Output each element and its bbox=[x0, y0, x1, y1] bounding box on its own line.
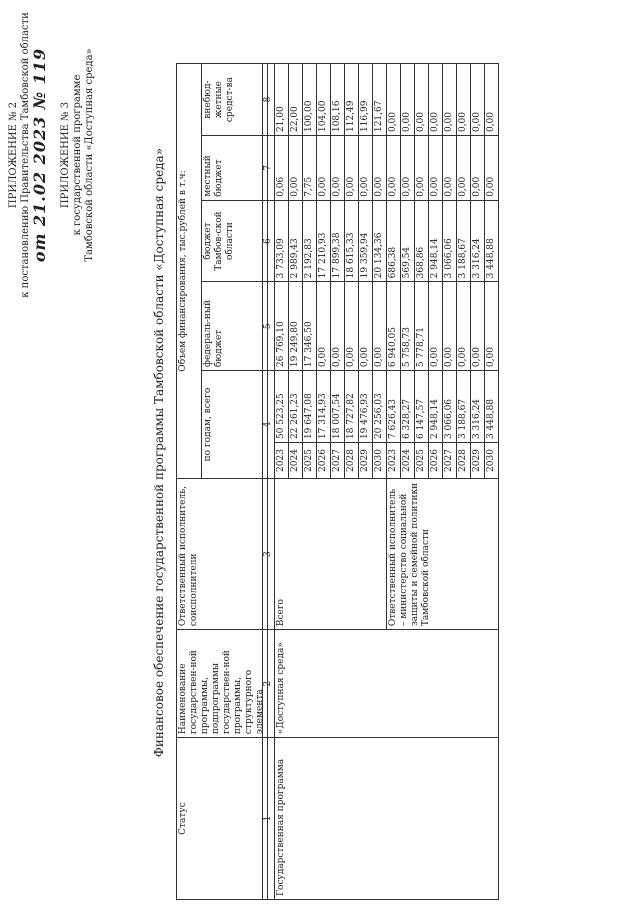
col-num-4: 4 bbox=[263, 371, 275, 479]
cell-federal: 0,00 bbox=[345, 282, 359, 371]
cell-total: 50 523,25 bbox=[275, 371, 289, 443]
cell-year: 2025 bbox=[303, 443, 317, 479]
cell-regional: 3 448,88 bbox=[485, 200, 499, 282]
cell-regional: 17 899,38 bbox=[331, 200, 345, 282]
cell-extra: 21,00 bbox=[275, 64, 289, 136]
cell-year: 2028 bbox=[345, 443, 359, 479]
cell-total: 3 066,06 bbox=[443, 371, 457, 443]
program-name: Тамбовской области «Доступная среда» bbox=[84, 48, 95, 262]
cell-year: 2030 bbox=[373, 443, 387, 479]
col-num-5: 5 bbox=[263, 282, 275, 371]
cell-local: 0,00 bbox=[345, 136, 359, 201]
cell-federal: 5 758,73 bbox=[401, 282, 415, 371]
cell-regional: 2 948,14 bbox=[429, 200, 443, 282]
cell-extra: 0,00 bbox=[429, 64, 443, 136]
financing-table bbox=[176, 63, 268, 900]
cell-federal: 0,00 bbox=[429, 282, 443, 371]
cell-regional: 3 188,67 bbox=[457, 200, 471, 282]
cell-regional: 2 192,83 bbox=[303, 200, 317, 282]
cell-local: 0,00 bbox=[359, 136, 373, 201]
cell-federal: 0,00 bbox=[317, 282, 331, 371]
col-num-1: 1 bbox=[263, 738, 275, 900]
cell-total: 3 316,24 bbox=[471, 371, 485, 443]
cell-extra: 0,00 bbox=[471, 64, 485, 136]
cell-federal: 0,00 bbox=[485, 282, 499, 371]
cell-local: 0,00 bbox=[457, 136, 471, 201]
cell-local: 0,00 bbox=[401, 136, 415, 201]
cell-total: 18 727,82 bbox=[345, 371, 359, 443]
cell-total: 19 647,08 bbox=[303, 371, 317, 443]
cell-extra: 0,00 bbox=[415, 64, 429, 136]
col-num-3: 3 bbox=[263, 479, 275, 630]
cell-federal: 19 249,80 bbox=[289, 282, 303, 371]
cell-year: 2029 bbox=[471, 443, 485, 479]
cell-year: 2027 bbox=[331, 443, 345, 479]
column-number-row bbox=[263, 64, 275, 900]
cell-local: 0,00 bbox=[471, 136, 485, 201]
resolution-reference: к постановлению Правительства Тамбовской области bbox=[20, 12, 31, 298]
cell-regional: 20 134,36 bbox=[373, 200, 387, 282]
cell-regional: 368,86 bbox=[415, 200, 429, 282]
cell-extra: 0,00 bbox=[457, 64, 471, 136]
cell-extra: 112,49 bbox=[345, 64, 359, 136]
cell-total: 22 261,23 bbox=[289, 371, 303, 443]
col-num-8: 8 bbox=[263, 64, 275, 136]
cell-regional: 3 316,24 bbox=[471, 200, 485, 282]
cell-extra: 104,00 bbox=[317, 64, 331, 136]
cell-extra: 108,16 bbox=[331, 64, 345, 136]
cell-local: 0,06 bbox=[275, 136, 289, 201]
cell-extra: 0,00 bbox=[387, 64, 401, 136]
cell-year: 2024 bbox=[289, 443, 303, 479]
appendix-2-label: ПРИЛОЖЕНИЕ № 2 bbox=[8, 101, 19, 209]
cell-year: 2028 bbox=[457, 443, 471, 479]
document-title: Финансовое обеспечение государственной программы Тамбовской области «Доступная среда» bbox=[152, 147, 166, 758]
cell-local: 7,75 bbox=[303, 136, 317, 201]
cell-total: 19 476,93 bbox=[359, 371, 373, 443]
cell-regional: 2 989,43 bbox=[289, 200, 303, 282]
executor-total-cell: Всего bbox=[275, 479, 387, 630]
cell-local: 0,00 bbox=[289, 136, 303, 201]
cell-local: 0,00 bbox=[485, 136, 499, 201]
cell-regional: 3 733,09 bbox=[275, 200, 289, 282]
cell-federal: 0,00 bbox=[443, 282, 457, 371]
header-local: местный бюджет bbox=[202, 136, 268, 201]
cell-extra: 116,99 bbox=[359, 64, 373, 136]
cell-regional: 17 210,93 bbox=[317, 200, 331, 282]
cell-federal: 0,00 bbox=[471, 282, 485, 371]
executor-ministry-cell: Ответственный исполнитель – министерство социальной защиты и семейной политики Тамбовской области bbox=[387, 479, 499, 630]
handwritten-date-signature: от 21.02 2023 № 119 bbox=[30, 47, 49, 263]
col-num-7: 7 bbox=[263, 136, 275, 201]
program-reference: к государственной программе bbox=[72, 74, 83, 236]
cell-regional: 18 615,33 bbox=[345, 200, 359, 282]
cell-local: 0,00 bbox=[331, 136, 345, 201]
cell-extra: 0,00 bbox=[401, 64, 415, 136]
cell-federal: 0,00 bbox=[359, 282, 373, 371]
cell-total: 3 188,67 bbox=[457, 371, 471, 443]
table-row bbox=[275, 64, 289, 900]
cell-local: 0,00 bbox=[443, 136, 457, 201]
cell-federal: 0,00 bbox=[373, 282, 387, 371]
program-name-cell: «Доступная среда» bbox=[275, 630, 499, 738]
header-extra: внебюд-жетные средст-ва bbox=[202, 64, 268, 136]
cell-total: 2 948,14 bbox=[429, 371, 443, 443]
cell-year: 2029 bbox=[359, 443, 373, 479]
header-regional: бюджет Тамбов-ской области bbox=[202, 200, 268, 282]
cell-extra: 0,00 bbox=[485, 64, 499, 136]
cell-year: 2026 bbox=[317, 443, 331, 479]
header-status: Статус bbox=[177, 738, 268, 900]
header-by-years: по годам, всего bbox=[202, 371, 268, 479]
status-cell: Государственная программа bbox=[275, 738, 499, 900]
cell-total: 3 448,88 bbox=[485, 371, 499, 443]
cell-local: 0,00 bbox=[387, 136, 401, 201]
header-volume: Объем финансирования, тыс.рублей в т.ч: bbox=[177, 64, 202, 479]
cell-local: 0,00 bbox=[373, 136, 387, 201]
cell-federal: 0,00 bbox=[331, 282, 345, 371]
cell-regional: 686,38 bbox=[387, 200, 401, 282]
cell-regional: 19 359,94 bbox=[359, 200, 373, 282]
cell-total: 20 256,03 bbox=[373, 371, 387, 443]
cell-local: 0,00 bbox=[317, 136, 331, 201]
cell-total: 6 328,27 bbox=[401, 371, 415, 443]
cell-year: 2030 bbox=[485, 443, 499, 479]
cell-federal: 6 940,05 bbox=[387, 282, 401, 371]
appendix-3-label: ПРИЛОЖЕНИЕ № 3 bbox=[60, 101, 71, 209]
col-num-6: 6 bbox=[263, 200, 275, 282]
header-executor: Ответственный исполнитель, соисполнители bbox=[177, 479, 268, 630]
cell-local: 0,00 bbox=[429, 136, 443, 201]
cell-year: 2027 bbox=[443, 443, 457, 479]
cell-extra: 121,67 bbox=[373, 64, 387, 136]
cell-total: 17 314,93 bbox=[317, 371, 331, 443]
cell-extra: 100,00 bbox=[303, 64, 317, 136]
cell-regional: 3 066,06 bbox=[443, 200, 457, 282]
cell-year: 2023 bbox=[275, 443, 289, 479]
col-num-2: 2 bbox=[263, 630, 275, 738]
cell-year: 2026 bbox=[429, 443, 443, 479]
cell-year: 2025 bbox=[415, 443, 429, 479]
cell-local: 0,00 bbox=[415, 136, 429, 201]
cell-extra: 22,00 bbox=[289, 64, 303, 136]
header-federal: федераль-ный бюджет bbox=[202, 282, 268, 371]
cell-total: 18 007,54 bbox=[331, 371, 345, 443]
cell-regional: 569,54 bbox=[401, 200, 415, 282]
cell-federal: 0,00 bbox=[457, 282, 471, 371]
cell-total: 7 626,43 bbox=[387, 371, 401, 443]
financing-table-body bbox=[262, 63, 499, 900]
cell-year: 2023 bbox=[387, 443, 401, 479]
cell-federal: 17 346,50 bbox=[303, 282, 317, 371]
cell-extra: 0,00 bbox=[443, 64, 457, 136]
cell-total: 6 147,57 bbox=[415, 371, 429, 443]
cell-federal: 5 778,71 bbox=[415, 282, 429, 371]
header-name: Наименование государствен-ной программы, подпрограммы государствен-ной программы, структурного элемента bbox=[177, 630, 268, 738]
cell-year: 2024 bbox=[401, 443, 415, 479]
cell-federal: 26 769,10 bbox=[275, 282, 289, 371]
